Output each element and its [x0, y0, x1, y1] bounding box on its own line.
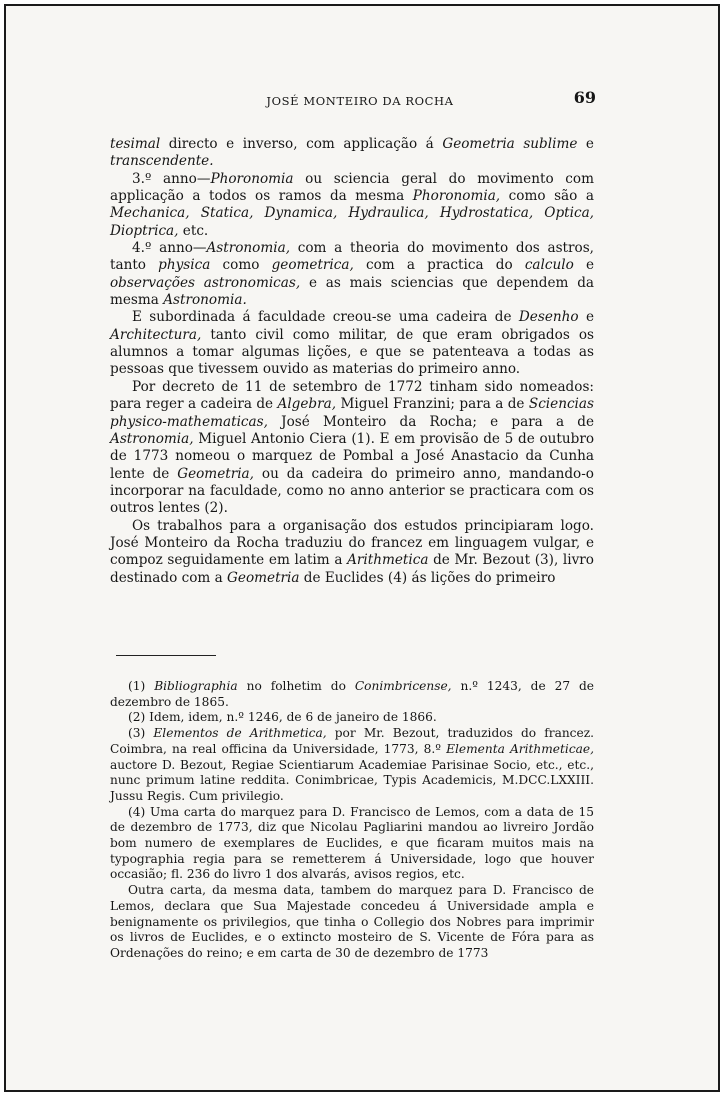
paragraph-third-year: 3.º anno—Phoronomia ou sciencia geral do movimento com applicação a todos os ramos da mesma Phoronomia, como são a Mechanica, Statica, Dynamica, Hydraulica, Hydrostatica, Optica, Dioptrica, etc. — [110, 170, 594, 239]
footnote-4-continued: Outra carta, da mesma data, tambem do marquez para D. Francisco de Lemos, declara que Sua Majestade concedeu á Universidade ampla e benignamente os privilegios, que tinha o Collegio dos Nobres para imprimir os livros de Euclides, e o extincto mosteiro de S. Vicente de Fóra para as Ordenações do reino; e em carta de 30 de dezembro de 1773 — [110, 883, 594, 960]
running-title: JOSÉ MONTEIRO DA ROCHA — [266, 94, 454, 108]
paragraph-drawing-chair: E subordinada á faculdade creou-se uma cadeira de Desenho e Architectura, tanto civil como militar, de que eram obrigados os alumnos a tomar algumas lições, e que se patenteava a todas as pessoas que tivessem ouvido as materias do primeiro anno. — [110, 309, 594, 378]
footnote-divider — [116, 655, 216, 656]
page-number: 69 — [573, 88, 596, 107]
footnote-1: (1) Bibliographia no folhetim do Conimbricense, n.º 1243, de 27 de dezembro de 1865. — [110, 679, 595, 709]
footnote-3: (3) Elementos de Arithmetica, por Mr. Bezout, traduzidos do francez. Coimbra, na real officina da Universidade, 1773, 8.º Elementa Arithmeticae, auctore D. Bezout, Regiae Scientiarum Academiae Parisinae Socio, etc., etc., nunc primum latine reddita. Conimbricae, Typis Academicis, M.DCC.LXXIII. Jussu Regis. Cum privilegio. — [110, 726, 595, 803]
footnote-2: (2) Idem, idem, n.º 1246, de 6 de janeiro de 1866. — [128, 710, 437, 725]
paragraph-works: Os trabalhos para a organisação dos estudos principiaram logo. José Monteiro da Rocha traduziu do francez em linguagem vulgar, e compoz seguidamente em latim a Arithmetica de Mr. Bezout (3), livro destinado com a Geometria de Euclides (4) ás lições do primeiro — [110, 517, 594, 586]
book-page — [4, 4, 720, 1092]
paragraph-continuation: tesimal directo e inverso, com applicação á Geometria sublime e transcendente. — [110, 136, 594, 170]
footnotes — [110, 679, 594, 962]
main-text — [110, 136, 594, 587]
paragraph-decree: Por decreto de 11 de setembro de 1772 tinham sido nomeados: para reger a cadeira de Algebra, Miguel Franzini; para a de Sciencias physico-mathematicas, José Monteiro da Rocha; e para a de Astronomia, Miguel Antonio Ciera (1). E em provisão de 5 de outubro de 1773 nomeou o marquez de Pombal a José Anastacio da Cunha lente de Geometria, ou da cadeira do primeiro anno, mandando-o incorporar na faculdade, como no anno anterior se practicara com os outros lentes (2). — [110, 378, 594, 517]
page-header — [114, 88, 606, 116]
paragraph-fourth-year: 4.º anno—Astronomia, com a theoria do movimento dos astros, tanto physica como geometrica, com a practica do calculo e observações astronomicas, e as mais sciencias que dependem da mesma Astronomia. — [110, 240, 595, 309]
footnote-4: (4) Uma carta do marquez para D. Francisco de Lemos, com a data de 15 de dezembro de 1773, diz que Nicolau Pagliarini mandou ao livreiro Jordão bom numero de exemplares de Euclides, e que ficaram muitos mais na typographia regia para se remetterem á Universidade, logo que houver occasião; fl. 236 do livro 1 dos alvarás, avisos regios, etc. — [110, 804, 594, 882]
